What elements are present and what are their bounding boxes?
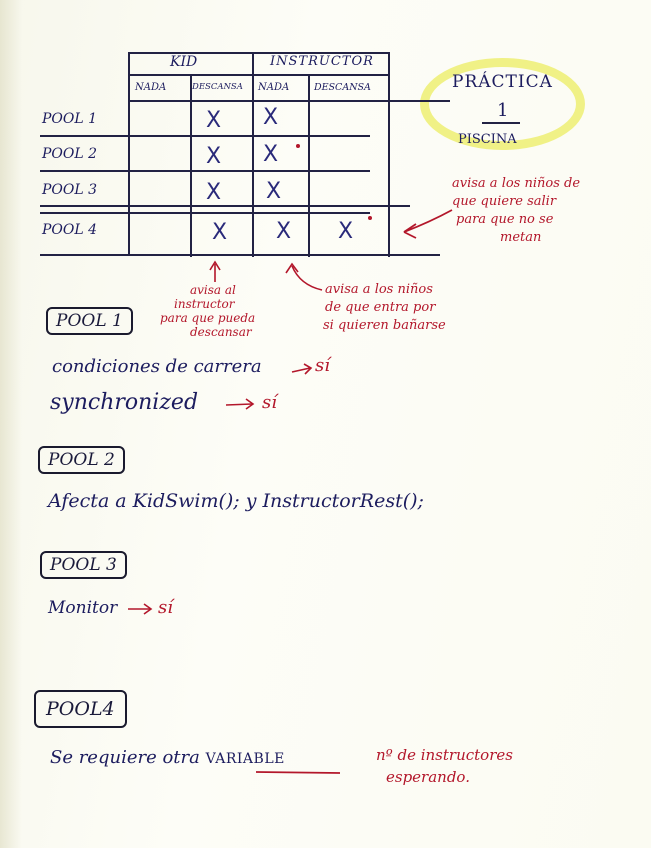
- pool1-line-2: [50, 390, 198, 415]
- title-practica: PRÁCTICA: [452, 72, 553, 92]
- annotation-below-right-line-2: de que entra por: [325, 300, 436, 315]
- annotation-below-left-line-1: avisa al: [190, 283, 236, 297]
- mark-pool2-inst-nada: X: [263, 142, 279, 167]
- mark-pool1-kid-descansa: X: [206, 108, 222, 133]
- row-label-pool-1: POOL 1: [42, 111, 98, 127]
- pool4-variable-word: VARIABLE: [205, 751, 285, 767]
- subheader-kid-nada: NADA: [135, 82, 167, 93]
- annotation-right-line-2: que quiere salir: [452, 194, 557, 209]
- mark-pool4-kid-descansa: X: [212, 220, 228, 245]
- section-heading-pool-4: POOL4: [34, 690, 127, 728]
- annotation-right-line-3: para que no se: [456, 212, 554, 227]
- section-heading-pool-3: POOL 3: [40, 551, 127, 579]
- row-label-pool-4: POOL 4: [42, 222, 98, 238]
- mark-pool4-inst-nada: X: [276, 219, 292, 244]
- pool4-line-1-text: Se requiere otra: [50, 747, 206, 768]
- pool4-note-line-1: nº de instructores: [376, 746, 513, 764]
- subheader-kid-descansa: DESCANSA: [192, 82, 243, 92]
- pool1-line-1-text: condiciones de carrera: [52, 356, 262, 377]
- mark-pool3-inst-nada: X: [266, 179, 282, 204]
- row-label-pool-2: POOL 2: [42, 146, 98, 162]
- header-instructor: INSTRUCTOR: [270, 54, 374, 69]
- pool1-line-1-answer: sí: [315, 355, 330, 376]
- pool4-line-1: [50, 747, 285, 768]
- pool2-line-1: Afecta a KidSwim(); y InstructorRest();: [48, 490, 424, 512]
- annotation-right-line-1: avisa a los niños de: [452, 176, 581, 191]
- row-label-pool-3: POOL 3: [42, 182, 98, 198]
- section-heading-pool-2: POOL 2: [38, 446, 125, 474]
- section-heading-pool-1: POOL 1: [46, 307, 133, 335]
- pool3-line-1-answer: sí: [158, 597, 173, 618]
- pool1-line-1: [52, 356, 262, 377]
- pool3-line-1: Monitor: [48, 598, 118, 618]
- mark-pool3-kid-descansa: X: [206, 180, 222, 205]
- pool4-note-line-2: esperando.: [386, 768, 470, 786]
- title-piscina: PISCINA: [458, 132, 517, 147]
- mark-pool4-inst-descansa: X: [338, 219, 354, 244]
- subheader-inst-descansa: DESCANSA: [314, 82, 371, 93]
- annotation-right-line-4: metan: [500, 230, 542, 245]
- annotation-below-left-line-2: instructor: [174, 297, 235, 311]
- mark-pool2-kid-descansa: X: [206, 144, 222, 169]
- annotation-below-left-line-4: descansar: [190, 325, 252, 339]
- annotation-below-right-line-3: si quieren bañarse: [323, 318, 446, 333]
- title-number: 1: [497, 100, 509, 121]
- subheader-inst-nada: NADA: [258, 82, 290, 93]
- mark-pool1-inst-nada: X: [263, 105, 279, 130]
- header-kid: KID: [170, 54, 198, 70]
- pool1-line-2-answer: sí: [262, 392, 277, 413]
- pool1-line-2-text: synchronized: [50, 390, 199, 415]
- annotation-below-right-line-1: avisa a los niños: [325, 282, 433, 297]
- annotation-below-left-line-3: para que pueda: [160, 311, 256, 325]
